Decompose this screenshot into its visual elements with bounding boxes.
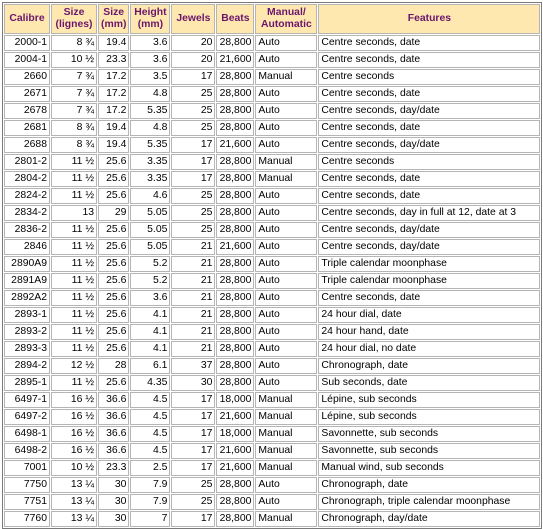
cell-calibre: 2000-1	[4, 35, 50, 51]
table-row	[4, 103, 540, 119]
cell-features: Centre seconds, date	[318, 120, 540, 136]
header-size-mm: Size (mm)	[98, 4, 129, 34]
cell-beats: 28,800	[216, 324, 254, 340]
cell-beats: 18,000	[216, 392, 254, 408]
cell-height-mm: 7.9	[130, 494, 170, 510]
cell-calibre: 2894-2	[4, 358, 50, 374]
cell-size-lignes: 11 ½	[51, 154, 97, 170]
cell-beats: 28,800	[216, 188, 254, 204]
cell-size-mm: 36.6	[98, 443, 129, 459]
cell-height-mm: 6.1	[130, 358, 170, 374]
cell-size-lignes: 11 ½	[51, 222, 97, 238]
cell-calibre: 6497-1	[4, 392, 50, 408]
cell-size-mm: 25.6	[98, 154, 129, 170]
cell-size-lignes: 13 ¼	[51, 511, 97, 527]
cell-jewels: 17	[171, 137, 215, 153]
cell-features: 24 hour dial, no date	[318, 341, 540, 357]
cell-beats: 28,800	[216, 154, 254, 170]
cell-size-mm: 25.6	[98, 324, 129, 340]
cell-winding: Auto	[255, 52, 317, 68]
cell-calibre: 2846	[4, 239, 50, 255]
cell-size-lignes: 11 ½	[51, 375, 97, 391]
cell-features: Centre seconds, day/date	[318, 137, 540, 153]
cell-calibre: 7751	[4, 494, 50, 510]
cell-calibre: 2688	[4, 137, 50, 153]
cell-features: Sub seconds, date	[318, 375, 540, 391]
cell-jewels: 21	[171, 273, 215, 289]
table-row	[4, 460, 540, 476]
cell-size-mm: 23.3	[98, 460, 129, 476]
cell-jewels: 21	[171, 239, 215, 255]
cell-height-mm: 4.1	[130, 341, 170, 357]
table-row	[4, 307, 540, 323]
cell-winding: Auto	[255, 307, 317, 323]
cell-winding: Manual	[255, 154, 317, 170]
cell-height-mm: 4.35	[130, 375, 170, 391]
cell-winding: Auto	[255, 222, 317, 238]
cell-beats: 28,800	[216, 511, 254, 527]
table-row	[4, 273, 540, 289]
cell-winding: Manual	[255, 511, 317, 527]
cell-beats: 28,800	[216, 86, 254, 102]
table-row	[4, 511, 540, 527]
cell-jewels: 25	[171, 477, 215, 493]
cell-calibre: 2004-1	[4, 52, 50, 68]
table-row	[4, 52, 540, 68]
cell-size-mm: 25.6	[98, 375, 129, 391]
cell-beats: 28,800	[216, 222, 254, 238]
cell-height-mm: 3.6	[130, 35, 170, 51]
cell-calibre: 2836-2	[4, 222, 50, 238]
cell-size-mm: 17.2	[98, 69, 129, 85]
header-manual-automatic: Manual/ Automatic	[255, 4, 317, 34]
calibre-table	[2, 2, 542, 529]
cell-size-lignes: 12 ½	[51, 358, 97, 374]
cell-jewels: 21	[171, 307, 215, 323]
cell-size-mm: 30	[98, 494, 129, 510]
cell-height-mm: 4.5	[130, 392, 170, 408]
header-jewels: Jewels	[171, 4, 215, 34]
cell-jewels: 25	[171, 222, 215, 238]
cell-winding: Auto	[255, 256, 317, 272]
table-row	[4, 375, 540, 391]
cell-jewels: 17	[171, 392, 215, 408]
cell-winding: Auto	[255, 341, 317, 357]
cell-beats: 21,600	[216, 409, 254, 425]
table-body	[4, 35, 540, 527]
cell-beats: 28,800	[216, 256, 254, 272]
table-row	[4, 222, 540, 238]
cell-winding: Auto	[255, 290, 317, 306]
cell-size-mm: 17.2	[98, 103, 129, 119]
cell-size-mm: 25.6	[98, 341, 129, 357]
cell-calibre: 2891A9	[4, 273, 50, 289]
calibre-table-container	[2, 2, 542, 529]
cell-size-mm: 36.6	[98, 392, 129, 408]
cell-size-mm: 30	[98, 511, 129, 527]
cell-features: Centre seconds, date	[318, 290, 540, 306]
cell-calibre: 2895-1	[4, 375, 50, 391]
cell-features: Savonnette, sub seconds	[318, 443, 540, 459]
cell-features: Chronograph, date	[318, 477, 540, 493]
cell-calibre: 6497-2	[4, 409, 50, 425]
cell-size-lignes: 13 ¼	[51, 494, 97, 510]
cell-size-lignes: 13	[51, 205, 97, 221]
cell-features: Chronograph, day/date	[318, 511, 540, 527]
cell-jewels: 21	[171, 324, 215, 340]
cell-height-mm: 3.35	[130, 154, 170, 170]
cell-jewels: 25	[171, 103, 215, 119]
cell-beats: 28,800	[216, 69, 254, 85]
cell-features: Centre seconds	[318, 154, 540, 170]
cell-height-mm: 7.9	[130, 477, 170, 493]
cell-height-mm: 4.1	[130, 307, 170, 323]
cell-jewels: 25	[171, 120, 215, 136]
cell-features: Triple calendar moonphase	[318, 256, 540, 272]
cell-height-mm: 5.05	[130, 222, 170, 238]
cell-calibre: 7750	[4, 477, 50, 493]
cell-calibre: 2678	[4, 103, 50, 119]
cell-winding: Auto	[255, 239, 317, 255]
cell-beats: 21,600	[216, 52, 254, 68]
cell-beats: 21,600	[216, 137, 254, 153]
cell-winding: Auto	[255, 375, 317, 391]
cell-features: Triple calendar moonphase	[318, 273, 540, 289]
cell-size-lignes: 11 ½	[51, 171, 97, 187]
table-row	[4, 392, 540, 408]
table-row	[4, 188, 540, 204]
cell-winding: Auto	[255, 120, 317, 136]
cell-size-mm: 19.4	[98, 120, 129, 136]
cell-calibre: 2890A9	[4, 256, 50, 272]
cell-beats: 18,000	[216, 426, 254, 442]
cell-size-lignes: 11 ½	[51, 324, 97, 340]
table-row	[4, 477, 540, 493]
cell-features: Centre seconds, day/date	[318, 103, 540, 119]
cell-height-mm: 3.35	[130, 171, 170, 187]
cell-beats: 21,600	[216, 239, 254, 255]
table-row	[4, 426, 540, 442]
cell-size-mm: 25.6	[98, 239, 129, 255]
cell-calibre: 6498-2	[4, 443, 50, 459]
cell-beats: 28,800	[216, 341, 254, 357]
cell-beats: 28,800	[216, 290, 254, 306]
cell-winding: Manual	[255, 392, 317, 408]
cell-winding: Auto	[255, 358, 317, 374]
table-row	[4, 137, 540, 153]
cell-beats: 28,800	[216, 35, 254, 51]
cell-size-lignes: 7 ¾	[51, 69, 97, 85]
cell-size-mm: 25.6	[98, 307, 129, 323]
table-row	[4, 154, 540, 170]
cell-jewels: 21	[171, 341, 215, 357]
cell-winding: Auto	[255, 324, 317, 340]
cell-features: Centre seconds, date	[318, 188, 540, 204]
cell-features: Manual wind, sub seconds	[318, 460, 540, 476]
cell-calibre: 2681	[4, 120, 50, 136]
cell-size-lignes: 11 ½	[51, 256, 97, 272]
cell-calibre: 7001	[4, 460, 50, 476]
table-row	[4, 35, 540, 51]
cell-size-lignes: 8 ¾	[51, 137, 97, 153]
cell-size-mm: 25.6	[98, 256, 129, 272]
cell-beats: 21,600	[216, 443, 254, 459]
cell-height-mm: 5.35	[130, 137, 170, 153]
cell-jewels: 17	[171, 426, 215, 442]
cell-calibre: 2893-3	[4, 341, 50, 357]
cell-height-mm: 3.5	[130, 69, 170, 85]
cell-jewels: 17	[171, 154, 215, 170]
cell-winding: Auto	[255, 35, 317, 51]
cell-features: Centre seconds, date	[318, 171, 540, 187]
cell-size-lignes: 16 ½	[51, 409, 97, 425]
table-row	[4, 409, 540, 425]
table-row	[4, 341, 540, 357]
cell-jewels: 17	[171, 69, 215, 85]
table-row	[4, 324, 540, 340]
cell-size-lignes: 16 ½	[51, 392, 97, 408]
cell-height-mm: 2.5	[130, 460, 170, 476]
cell-winding: Manual	[255, 443, 317, 459]
cell-beats: 28,800	[216, 103, 254, 119]
cell-jewels: 25	[171, 188, 215, 204]
cell-height-mm: 3.6	[130, 290, 170, 306]
cell-features: Savonnette, sub seconds	[318, 426, 540, 442]
cell-jewels: 25	[171, 494, 215, 510]
table-row	[4, 358, 540, 374]
cell-size-lignes: 11 ½	[51, 290, 97, 306]
cell-winding: Manual	[255, 69, 317, 85]
cell-winding: Auto	[255, 494, 317, 510]
cell-size-lignes: 11 ½	[51, 273, 97, 289]
cell-size-mm: 25.6	[98, 171, 129, 187]
table-row	[4, 171, 540, 187]
cell-features: Centre seconds, date	[318, 86, 540, 102]
cell-winding: Manual	[255, 426, 317, 442]
cell-size-mm: 25.6	[98, 290, 129, 306]
cell-size-mm: 36.6	[98, 426, 129, 442]
cell-size-lignes: 8 ¾	[51, 120, 97, 136]
cell-size-lignes: 10 ½	[51, 52, 97, 68]
table-row	[4, 443, 540, 459]
cell-calibre: 2892A2	[4, 290, 50, 306]
cell-calibre: 2893-1	[4, 307, 50, 323]
cell-beats: 28,800	[216, 307, 254, 323]
cell-winding: Manual	[255, 409, 317, 425]
cell-winding: Manual	[255, 171, 317, 187]
cell-jewels: 25	[171, 205, 215, 221]
table-row	[4, 256, 540, 272]
cell-size-mm: 25.6	[98, 188, 129, 204]
cell-size-lignes: 16 ½	[51, 443, 97, 459]
cell-winding: Manual	[255, 460, 317, 476]
cell-winding: Auto	[255, 477, 317, 493]
cell-beats: 28,800	[216, 358, 254, 374]
cell-features: Centre seconds, day/date	[318, 239, 540, 255]
cell-size-mm: 25.6	[98, 273, 129, 289]
cell-features: Lépine, sub seconds	[318, 392, 540, 408]
cell-size-mm: 23.3	[98, 52, 129, 68]
cell-height-mm: 4.5	[130, 409, 170, 425]
cell-size-lignes: 11 ½	[51, 239, 97, 255]
cell-features: Centre seconds, day/date	[318, 222, 540, 238]
cell-features: Centre seconds	[318, 69, 540, 85]
cell-features: Centre seconds, date	[318, 35, 540, 51]
header-beats: Beats	[216, 4, 254, 34]
cell-size-lignes: 11 ½	[51, 341, 97, 357]
cell-calibre: 2801-2	[4, 154, 50, 170]
cell-jewels: 21	[171, 256, 215, 272]
cell-calibre: 2671	[4, 86, 50, 102]
header-height-mm: Height (mm)	[130, 4, 170, 34]
cell-height-mm: 4.5	[130, 426, 170, 442]
cell-beats: 28,800	[216, 171, 254, 187]
cell-height-mm: 5.2	[130, 273, 170, 289]
cell-jewels: 17	[171, 409, 215, 425]
cell-jewels: 17	[171, 460, 215, 476]
cell-calibre: 2834-2	[4, 205, 50, 221]
header-row	[4, 4, 540, 34]
cell-jewels: 21	[171, 290, 215, 306]
cell-features: Centre seconds, day in full at 12, date at 3	[318, 205, 540, 221]
cell-height-mm: 3.6	[130, 52, 170, 68]
cell-size-mm: 19.4	[98, 137, 129, 153]
table-row	[4, 120, 540, 136]
cell-beats: 28,800	[216, 375, 254, 391]
table-row	[4, 205, 540, 221]
cell-size-mm: 29	[98, 205, 129, 221]
cell-calibre: 2804-2	[4, 171, 50, 187]
cell-height-mm: 4.1	[130, 324, 170, 340]
cell-jewels: 17	[171, 171, 215, 187]
cell-size-mm: 17.2	[98, 86, 129, 102]
table-row	[4, 290, 540, 306]
cell-size-lignes: 10 ½	[51, 460, 97, 476]
cell-features: Centre seconds, date	[318, 52, 540, 68]
cell-beats: 21,600	[216, 460, 254, 476]
cell-height-mm: 5.2	[130, 256, 170, 272]
cell-jewels: 20	[171, 35, 215, 51]
cell-features: 24 hour dial, date	[318, 307, 540, 323]
cell-winding: Auto	[255, 273, 317, 289]
cell-height-mm: 5.35	[130, 103, 170, 119]
cell-size-lignes: 13 ¼	[51, 477, 97, 493]
cell-beats: 28,800	[216, 273, 254, 289]
cell-height-mm: 5.05	[130, 205, 170, 221]
cell-height-mm: 4.8	[130, 120, 170, 136]
table-row	[4, 494, 540, 510]
cell-winding: Auto	[255, 137, 317, 153]
table-row	[4, 239, 540, 255]
cell-size-mm: 30	[98, 477, 129, 493]
cell-size-lignes: 8 ¾	[51, 35, 97, 51]
cell-features: Chronograph, triple calendar moonphase	[318, 494, 540, 510]
cell-size-lignes: 7 ¾	[51, 103, 97, 119]
cell-winding: Auto	[255, 188, 317, 204]
header-size-lignes: Size (lignes)	[51, 4, 97, 34]
cell-calibre: 2660	[4, 69, 50, 85]
cell-calibre: 7760	[4, 511, 50, 527]
cell-size-lignes: 11 ½	[51, 188, 97, 204]
cell-height-mm: 7	[130, 511, 170, 527]
cell-jewels: 17	[171, 511, 215, 527]
cell-jewels: 25	[171, 86, 215, 102]
header-features: Features	[318, 4, 540, 34]
cell-height-mm: 4.5	[130, 443, 170, 459]
cell-size-mm: 19.4	[98, 35, 129, 51]
cell-jewels: 37	[171, 358, 215, 374]
cell-height-mm: 5.05	[130, 239, 170, 255]
cell-beats: 28,800	[216, 205, 254, 221]
cell-size-mm: 36.6	[98, 409, 129, 425]
cell-jewels: 20	[171, 52, 215, 68]
cell-jewels: 17	[171, 443, 215, 459]
cell-beats: 28,800	[216, 494, 254, 510]
cell-beats: 28,800	[216, 477, 254, 493]
cell-jewels: 30	[171, 375, 215, 391]
cell-height-mm: 4.6	[130, 188, 170, 204]
cell-winding: Auto	[255, 103, 317, 119]
cell-size-mm: 28	[98, 358, 129, 374]
cell-features: 24 hour hand, date	[318, 324, 540, 340]
cell-size-lignes: 16 ½	[51, 426, 97, 442]
cell-winding: Auto	[255, 86, 317, 102]
cell-calibre: 6498-1	[4, 426, 50, 442]
cell-features: Lépine, sub seconds	[318, 409, 540, 425]
table-row	[4, 69, 540, 85]
cell-winding: Auto	[255, 205, 317, 221]
cell-calibre: 2893-2	[4, 324, 50, 340]
cell-size-lignes: 11 ½	[51, 307, 97, 323]
header-calibre: Calibre	[4, 4, 50, 34]
cell-size-lignes: 7 ¾	[51, 86, 97, 102]
cell-size-mm: 25.6	[98, 222, 129, 238]
table-row	[4, 86, 540, 102]
cell-calibre: 2824-2	[4, 188, 50, 204]
cell-height-mm: 4.8	[130, 86, 170, 102]
cell-beats: 28,800	[216, 120, 254, 136]
cell-features: Chronograph, date	[318, 358, 540, 374]
